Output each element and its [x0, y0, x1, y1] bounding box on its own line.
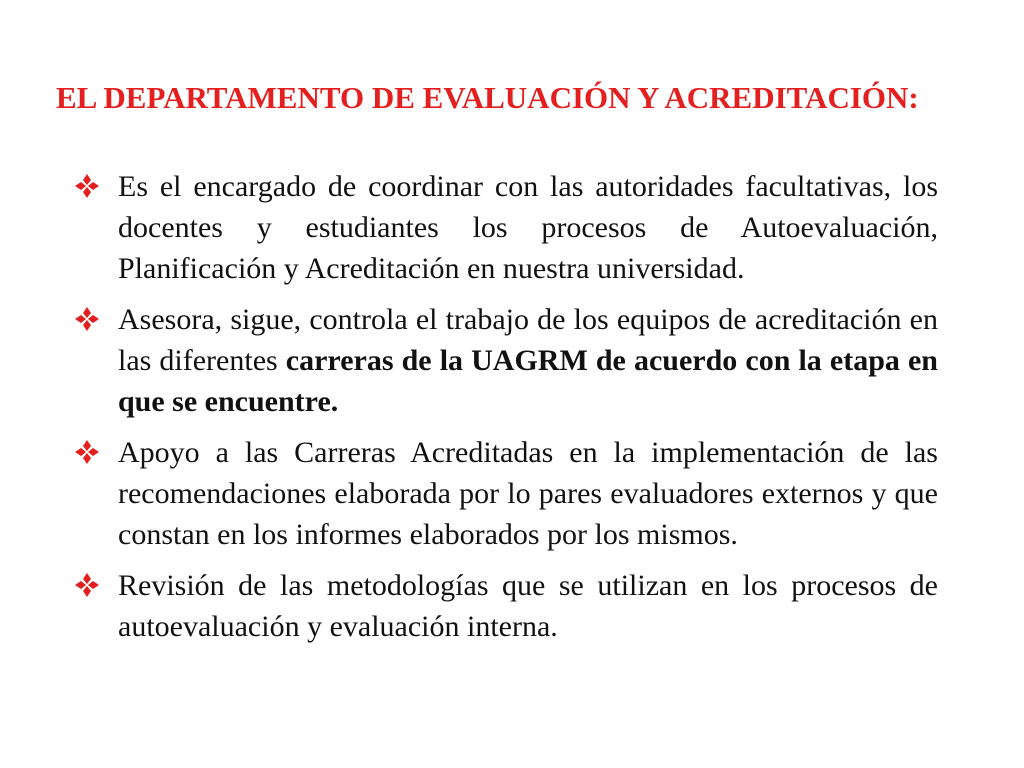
bullet-item-apoyo	[72, 432, 938, 555]
diamond-bullet-icon	[74, 572, 100, 598]
bullet-bold-text: carreras de la UAGRM de acuerdo con la etapa en que se encuentre.	[118, 344, 938, 418]
bullet-text: Es el encargado de coordinar con las autoridades facultativas, los docentes y estudiantes los procesos de Autoevaluación, Planificación y Acreditación en nuestra universidad.	[118, 170, 938, 285]
bullet-list	[72, 166, 938, 657]
slide-title: EL DEPARTAMENTO DE EVALUACIÓN Y ACREDITACIÓN:	[56, 80, 919, 115]
bullet-text: Asesora, sigue, controla el trabajo de los equipos de acreditación en las diferentes	[118, 303, 938, 377]
bullet-item-revision	[72, 565, 938, 647]
bullet-text: Apoyo a las Carreras Acreditadas en la implementación de las recomendaciones elaborada por lo pares evaluadores externos y que constan en los informes elaborados por los mismos.	[118, 436, 938, 551]
bullet-item-asesora	[72, 299, 938, 422]
bullet-text: Revisión de las metodologías que se utilizan en los procesos de autoevaluación y evaluación interna.	[118, 569, 938, 643]
diamond-bullet-icon	[74, 173, 100, 199]
bullet-item-coordinar	[72, 166, 938, 289]
diamond-bullet-icon	[74, 306, 100, 332]
diamond-bullet-icon	[74, 439, 100, 465]
